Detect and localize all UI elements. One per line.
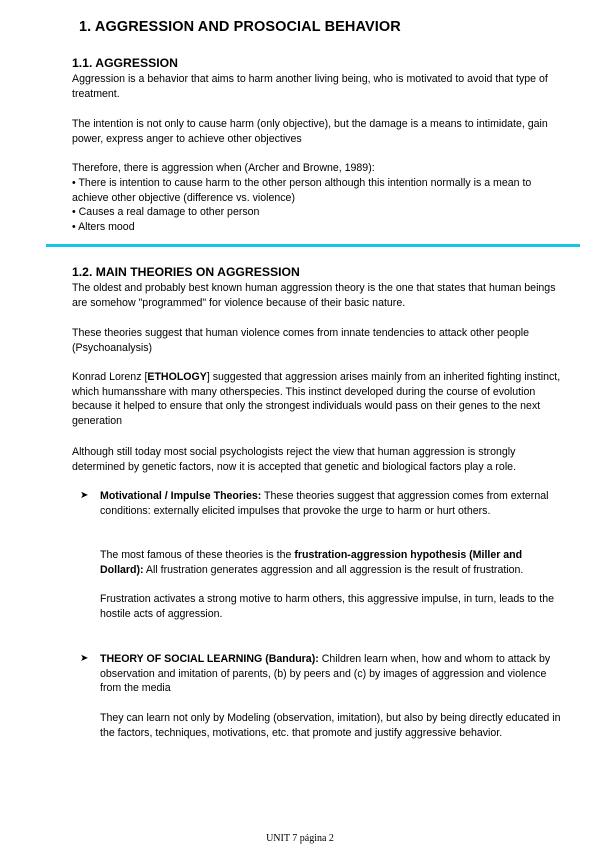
paragraph: The intention is not only to cause harm (only objective), but the damage is a means to intimidate, gain power, express anger to achieve other objectives [72,118,548,145]
paragraph [72,370,562,428]
hypothesis-name: frustration-aggression hypothesis (Miller and Dollard): [100,549,523,576]
theory-name: Motivational / Impulse Theories: [100,490,262,502]
text-run: ] suggested that aggression arises mainly from an inherited fighting instinct, which humansshare with many otherspecies. This instinct developed during the course of evolution because it helped to ensure that only the strongest individuals would pass on their genes to the next generation [72,371,561,427]
text-run: All frustration generates aggression and all aggression is the result of frustration. [143,563,524,576]
page-title: 1. AGGRESSION AND PROSOCIAL BEHAVIOR [79,19,401,35]
page-footer: UNIT 7 página 2 [266,833,334,844]
paragraph: Frustration activates a strong motive to harm others, this aggressive impulse, in turn, leads to the hostile acts of aggression. [100,593,554,620]
section-heading-theories: 1.2. MAIN THEORIES ON AGGRESSION [72,265,300,279]
theory-name: THEORY OF SOCIAL LEARNING (Bandura): [100,653,319,665]
bullet-item: • Alters mood [72,221,135,233]
paragraph: These theories suggest that human violence comes from innate tendencies to attack other people (Psychoanalysis) [72,327,529,354]
theory-item-social-learning [100,652,562,696]
theory-item-motivational [100,489,562,518]
paragraph: The oldest and probably best known human aggression theory is the one that states that human beings are somehow "programmed" for violence because of their basic nature. [72,282,556,309]
paragraph: Aggression is a behavior that aims to harm another living being, who is motivated to avoid that type of treatment. [72,73,548,100]
text-run: Konrad Lorenz [ [72,371,148,383]
ethology-term: ETHOLOGY [147,371,207,383]
bullet-item: • There is intention to cause harm to the other person although this intention normally is a mean to achieve other objective (difference vs. violence) [72,177,532,204]
arrow-bullet-icon: ➤ [80,653,89,664]
text-run: The most famous of these theories is the [100,549,295,561]
paragraph: Although still today most social psychologists reject the view that human aggression is strongly determined by genetic factors, now it is accepted that genetic and biological factors play a role. [72,446,517,473]
bullet-item: • Causes a real damage to other person [72,206,260,218]
paragraph: They can learn not only by Modeling (observation, imitation), but also by being directly educated in the factors, techniques, motivations, etc. that promote and justify aggressive behavior. [100,712,561,739]
text-run: Children learn when, how and whom to attack by observation and imitation of parents, (b) by peers and (c) by images of aggression and violence from the media [100,653,551,694]
paragraph [100,548,562,577]
paragraph: Therefore, there is aggression when (Archer and Browne, 1989): [72,162,375,174]
section-heading-aggression: 1.1. AGGRESSION [72,56,178,70]
text-run: These theories suggest that aggression comes from external conditions: externally elicited impulses that provoke the urge to harm or hurt others. [100,490,549,517]
section-divider [46,244,580,247]
arrow-bullet-icon: ➤ [80,490,89,501]
